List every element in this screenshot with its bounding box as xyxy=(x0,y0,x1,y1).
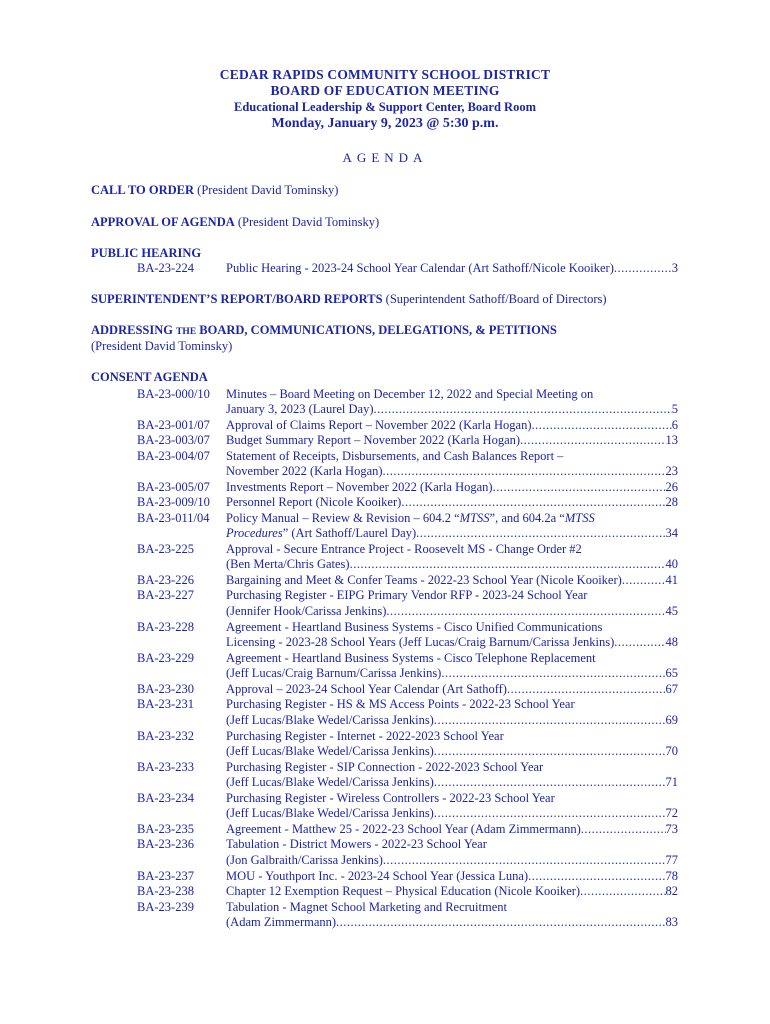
item-text: Approval - Secure Entrance Project - Roosevelt MS - Change Order #2 xyxy=(226,542,582,556)
item-code: BA-23-000/10 xyxy=(137,387,210,401)
page-number: 3 xyxy=(671,261,678,275)
approval-section xyxy=(91,215,379,230)
page-number: 28 xyxy=(665,495,678,509)
item-code: BA-23-227 xyxy=(137,588,194,602)
item-code: BA-23-001/07 xyxy=(137,418,210,432)
page-number: 72 xyxy=(665,806,678,820)
page-number: 69 xyxy=(665,713,678,727)
page-number: 70 xyxy=(665,744,678,758)
item-line: Personnel Report (Nicole Kooiker) ..... 28 xyxy=(226,495,678,510)
page-number: 82 xyxy=(665,884,678,898)
item-text: Agreement - Heartland Business Systems - Cisco Telephone Replacement xyxy=(226,651,596,665)
page-number: 83 xyxy=(665,915,678,929)
consent-agenda-title: CONSENT AGENDA xyxy=(91,370,208,384)
page-number: 65 xyxy=(665,666,678,680)
item-code: BA-23-230 xyxy=(137,682,194,696)
page-number: 13 xyxy=(665,433,678,447)
item-line: Investments Report – November 2022 (Karla Hogan) ..... 26 xyxy=(226,480,678,495)
item-text: Purchasing Register - SIP Connection - 2022-2023 School Year xyxy=(226,760,544,774)
item-line: Budget Summary Report – November 2022 (Karla Hogan) ..... 13 xyxy=(226,433,678,448)
page-number: 23 xyxy=(665,464,678,478)
item-line: (Ben Merta/Chris Gates) ..... 40 xyxy=(226,557,678,572)
approval-title: APPROVAL OF AGENDA xyxy=(91,215,235,229)
item-text: Statement of Receipts, Disbursements, and Cash Balances Report – xyxy=(226,449,564,463)
item-code: BA-23-005/07 xyxy=(137,480,210,494)
page-number: 67 xyxy=(665,682,678,696)
item-code: BA-23-237 xyxy=(137,869,194,883)
call-to-order-section xyxy=(91,183,338,198)
page-number: 78 xyxy=(665,869,678,883)
page-number: 40 xyxy=(665,557,678,571)
meeting-datetime: Monday, January 9, 2023 @ 5:30 p.m. xyxy=(271,116,499,131)
item-line: MOU - Youthport Inc. - 2023-24 School Year (Jessica Luna) ..... 78 xyxy=(226,869,678,884)
item-text: Policy Manual – Review & Revision – 604.2 “MTSS”, and 604.2a “MTSS xyxy=(226,511,595,525)
item-text: Minutes – Board Meeting on December 12, 2022 and Special Meeting on xyxy=(226,387,594,401)
addressing-section: ADDRESSING THE BOARD, COMMUNICATIONS, DELEGATIONS, & PETITIONS xyxy=(91,323,557,337)
location-subtitle: Educational Leadership & Support Center, Board Room xyxy=(234,100,536,114)
agenda-heading: AGENDA xyxy=(342,150,428,165)
item-code: BA-23-238 xyxy=(137,884,194,898)
page-number: 6 xyxy=(671,418,678,432)
item-code: BA-23-226 xyxy=(137,573,194,587)
item-line: Licensing - 2023-28 School Years (Jeff Lucas/Craig Barnum/Carissa Jenkins) ..... 48 xyxy=(226,635,678,650)
item-line: (Jeff Lucas/Blake Wedel/Carissa Jenkins) ..... 69 xyxy=(226,713,678,728)
item-code: BA-23-232 xyxy=(137,729,194,743)
addressing-note: (President David Tominsky) xyxy=(91,339,233,353)
item-line: Chapter 12 Exemption Request – Physical Education (Nicole Kooiker) ..... 82 xyxy=(226,884,678,899)
page-number: 77 xyxy=(665,853,678,867)
district-title: CEDAR RAPIDS COMMUNITY SCHOOL DISTRICT xyxy=(219,67,551,82)
item-line: (Jeff Lucas/Blake Wedel/Carissa Jenkins) ..... 71 xyxy=(226,775,678,790)
public-hearing-title: PUBLIC HEARING xyxy=(91,246,202,260)
item-text: Purchasing Register - EIPG Primary Vendor RFP - 2023-24 School Year xyxy=(226,588,588,602)
item-code: BA-23-228 xyxy=(137,620,194,634)
item-code: BA-23-224 xyxy=(137,261,194,275)
item-text: Agreement - Heartland Business Systems - Cisco Unified Communications xyxy=(226,620,603,634)
page-number: 71 xyxy=(665,775,678,789)
public-hearing-item: Public Hearing - 2023-24 School Year Calendar (Art Sathoff/Nicole Kooiker) ..... 3 xyxy=(226,261,678,276)
item-text: Purchasing Register - HS & MS Access Points - 2022-23 School Year xyxy=(226,697,575,711)
page-number: 48 xyxy=(665,635,678,649)
item-line: Procedures” (Art Sathoff/Laurel Day) ..... 34 xyxy=(226,526,678,541)
item-code: BA-23-225 xyxy=(137,542,194,556)
item-line: (Jeff Lucas/Blake Wedel/Carissa Jenkins) ..... 70 xyxy=(226,744,678,759)
item-text: Purchasing Register - Wireless Controllers - 2022-23 School Year xyxy=(226,791,555,805)
superintendent-title: SUPERINTENDENT’S REPORT/BOARD REPORTS xyxy=(91,292,383,306)
item-line: Approval of Claims Report – November 2022 (Karla Hogan) ..... 6 xyxy=(226,418,678,433)
page-number: 41 xyxy=(665,573,678,587)
item-code: BA-23-004/07 xyxy=(137,449,210,463)
item-line: Bargaining and Meet & Confer Teams - 2022-23 School Year (Nicole Kooiker) ..... 41 xyxy=(226,573,678,588)
meeting-title: BOARD OF EDUCATION MEETING xyxy=(270,83,500,98)
item-text: Tabulation - District Mowers - 2022-23 School Year xyxy=(226,837,487,851)
item-line: January 3, 2023 (Laurel Day) ..... 5 xyxy=(226,402,678,417)
page-number: 26 xyxy=(665,480,678,494)
item-code: BA-23-236 xyxy=(137,837,194,851)
item-code: BA-23-231 xyxy=(137,697,194,711)
call-to-order-note: (President David Tominsky) xyxy=(194,183,339,197)
item-code: BA-23-239 xyxy=(137,900,194,914)
item-line: Approval – 2023-24 School Year Calendar (Art Sathoff) ..... 67 xyxy=(226,682,678,697)
item-line: November 2022 (Karla Hogan) ..... 23 xyxy=(226,464,678,479)
item-line: (Jennifer Hook/Carissa Jenkins) ..... 45 xyxy=(226,604,678,619)
item-code: BA-23-235 xyxy=(137,822,194,836)
item-code: BA-23-234 xyxy=(137,791,194,805)
item-line: Agreement - Matthew 25 - 2022-23 School Year (Adam Zimmermann) ..... 73 xyxy=(226,822,678,837)
item-code: BA-23-233 xyxy=(137,760,194,774)
superintendent-section xyxy=(91,292,607,307)
page-number: 34 xyxy=(665,526,678,540)
superintendent-note: (Superintendent Sathoff/Board of Directors) xyxy=(382,292,607,306)
page-number: 45 xyxy=(665,604,678,618)
item-line: (Jeff Lucas/Craig Barnum/Carissa Jenkins) ..... 65 xyxy=(226,666,678,681)
item-code: BA-23-229 xyxy=(137,651,194,665)
item-code: BA-23-009/10 xyxy=(137,495,210,509)
call-to-order-title: CALL TO ORDER xyxy=(91,183,195,197)
item-code: BA-23-011/04 xyxy=(137,511,210,525)
item-line: (Adam Zimmermann) ..... 83 xyxy=(226,915,678,930)
item-code: BA-23-003/07 xyxy=(137,433,210,447)
item-line: (Jon Galbraith/Carissa Jenkins) ..... 77 xyxy=(226,853,678,868)
page-number: 5 xyxy=(671,402,678,416)
approval-note: (President David Tominsky) xyxy=(234,215,380,229)
item-line: (Jeff Lucas/Blake Wedel/Carissa Jenkins) ..... 72 xyxy=(226,806,678,821)
item-text: Purchasing Register - Internet - 2022-2023 School Year xyxy=(226,729,504,743)
page-number: 73 xyxy=(665,822,678,836)
item-text: Tabulation - Magnet School Marketing and Recruitment xyxy=(226,900,507,914)
